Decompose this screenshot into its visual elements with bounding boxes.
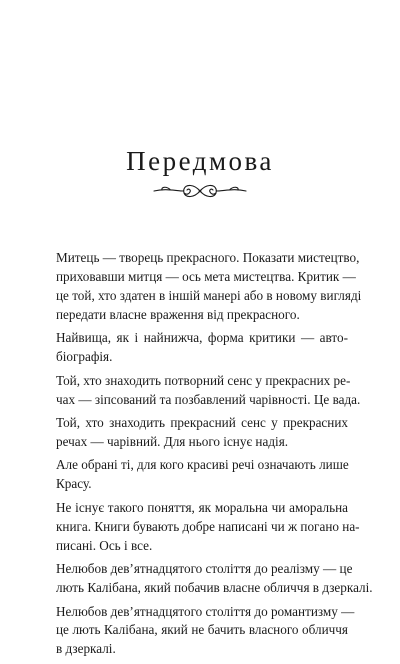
text-line: Той, хто знаходить прекрасний сенс у прекрасних: [56, 415, 348, 431]
text-line: лють Калібана, який побачив власне обличчя в дзеркалі.: [56, 580, 373, 596]
text-line: речах — чарівний. Для нього існує надія.: [56, 433, 289, 449]
text-line: чах — зіпсований та позбавлений чарівності. Це вада.: [56, 391, 361, 407]
text-line: Красу.: [56, 476, 92, 492]
text-line: Нелюбов дев’ятнадцятого століття до романтизму —: [56, 603, 355, 619]
page-title: Передмова: [126, 146, 274, 176]
text-line: книга. Книги бувають добре написані чи ж погано на-: [56, 518, 360, 534]
paragraph: [56, 456, 348, 494]
paragraph: [56, 560, 373, 598]
paragraph: [56, 372, 361, 410]
paragraph: [56, 499, 360, 556]
preface-text: [56, 249, 373, 664]
text-line: Не існує такого поняття, як моральна чи аморальна: [56, 499, 348, 515]
text-line: біографія.: [56, 349, 113, 365]
paragraph: [56, 603, 355, 660]
text-line: приховавши митця — ось мета мистецтва. Критик —: [56, 268, 356, 284]
text-line: Той, хто знаходить потворний сенс у прекрасних ре-: [56, 372, 351, 388]
text-line: Найвища, як і найнижча, форма критики — авто-: [56, 330, 348, 346]
text-line: це той, хто здатен в іншій манері або в новому вигляді: [56, 287, 362, 303]
flourish-ornament-icon: [150, 180, 250, 202]
paragraph: [56, 414, 348, 452]
text-line: писані. Ось і все.: [56, 537, 153, 553]
text-line: Нелюбов дев’ятнадцятого століття до реалізму — це: [56, 561, 353, 577]
paragraph: [56, 249, 362, 325]
paragraph: [56, 329, 348, 367]
text-line: це лють Калібана, який не бачить власного обличчя: [56, 622, 348, 638]
text-line: передати власне враження від прекрасного.: [56, 306, 300, 322]
text-line: Але обрані ті, для кого красиві речі означають лише: [56, 457, 349, 473]
text-line: Митець — творець прекрасного. Показати мистецтво,: [56, 250, 360, 265]
text-line: в дзеркалі.: [56, 641, 116, 657]
